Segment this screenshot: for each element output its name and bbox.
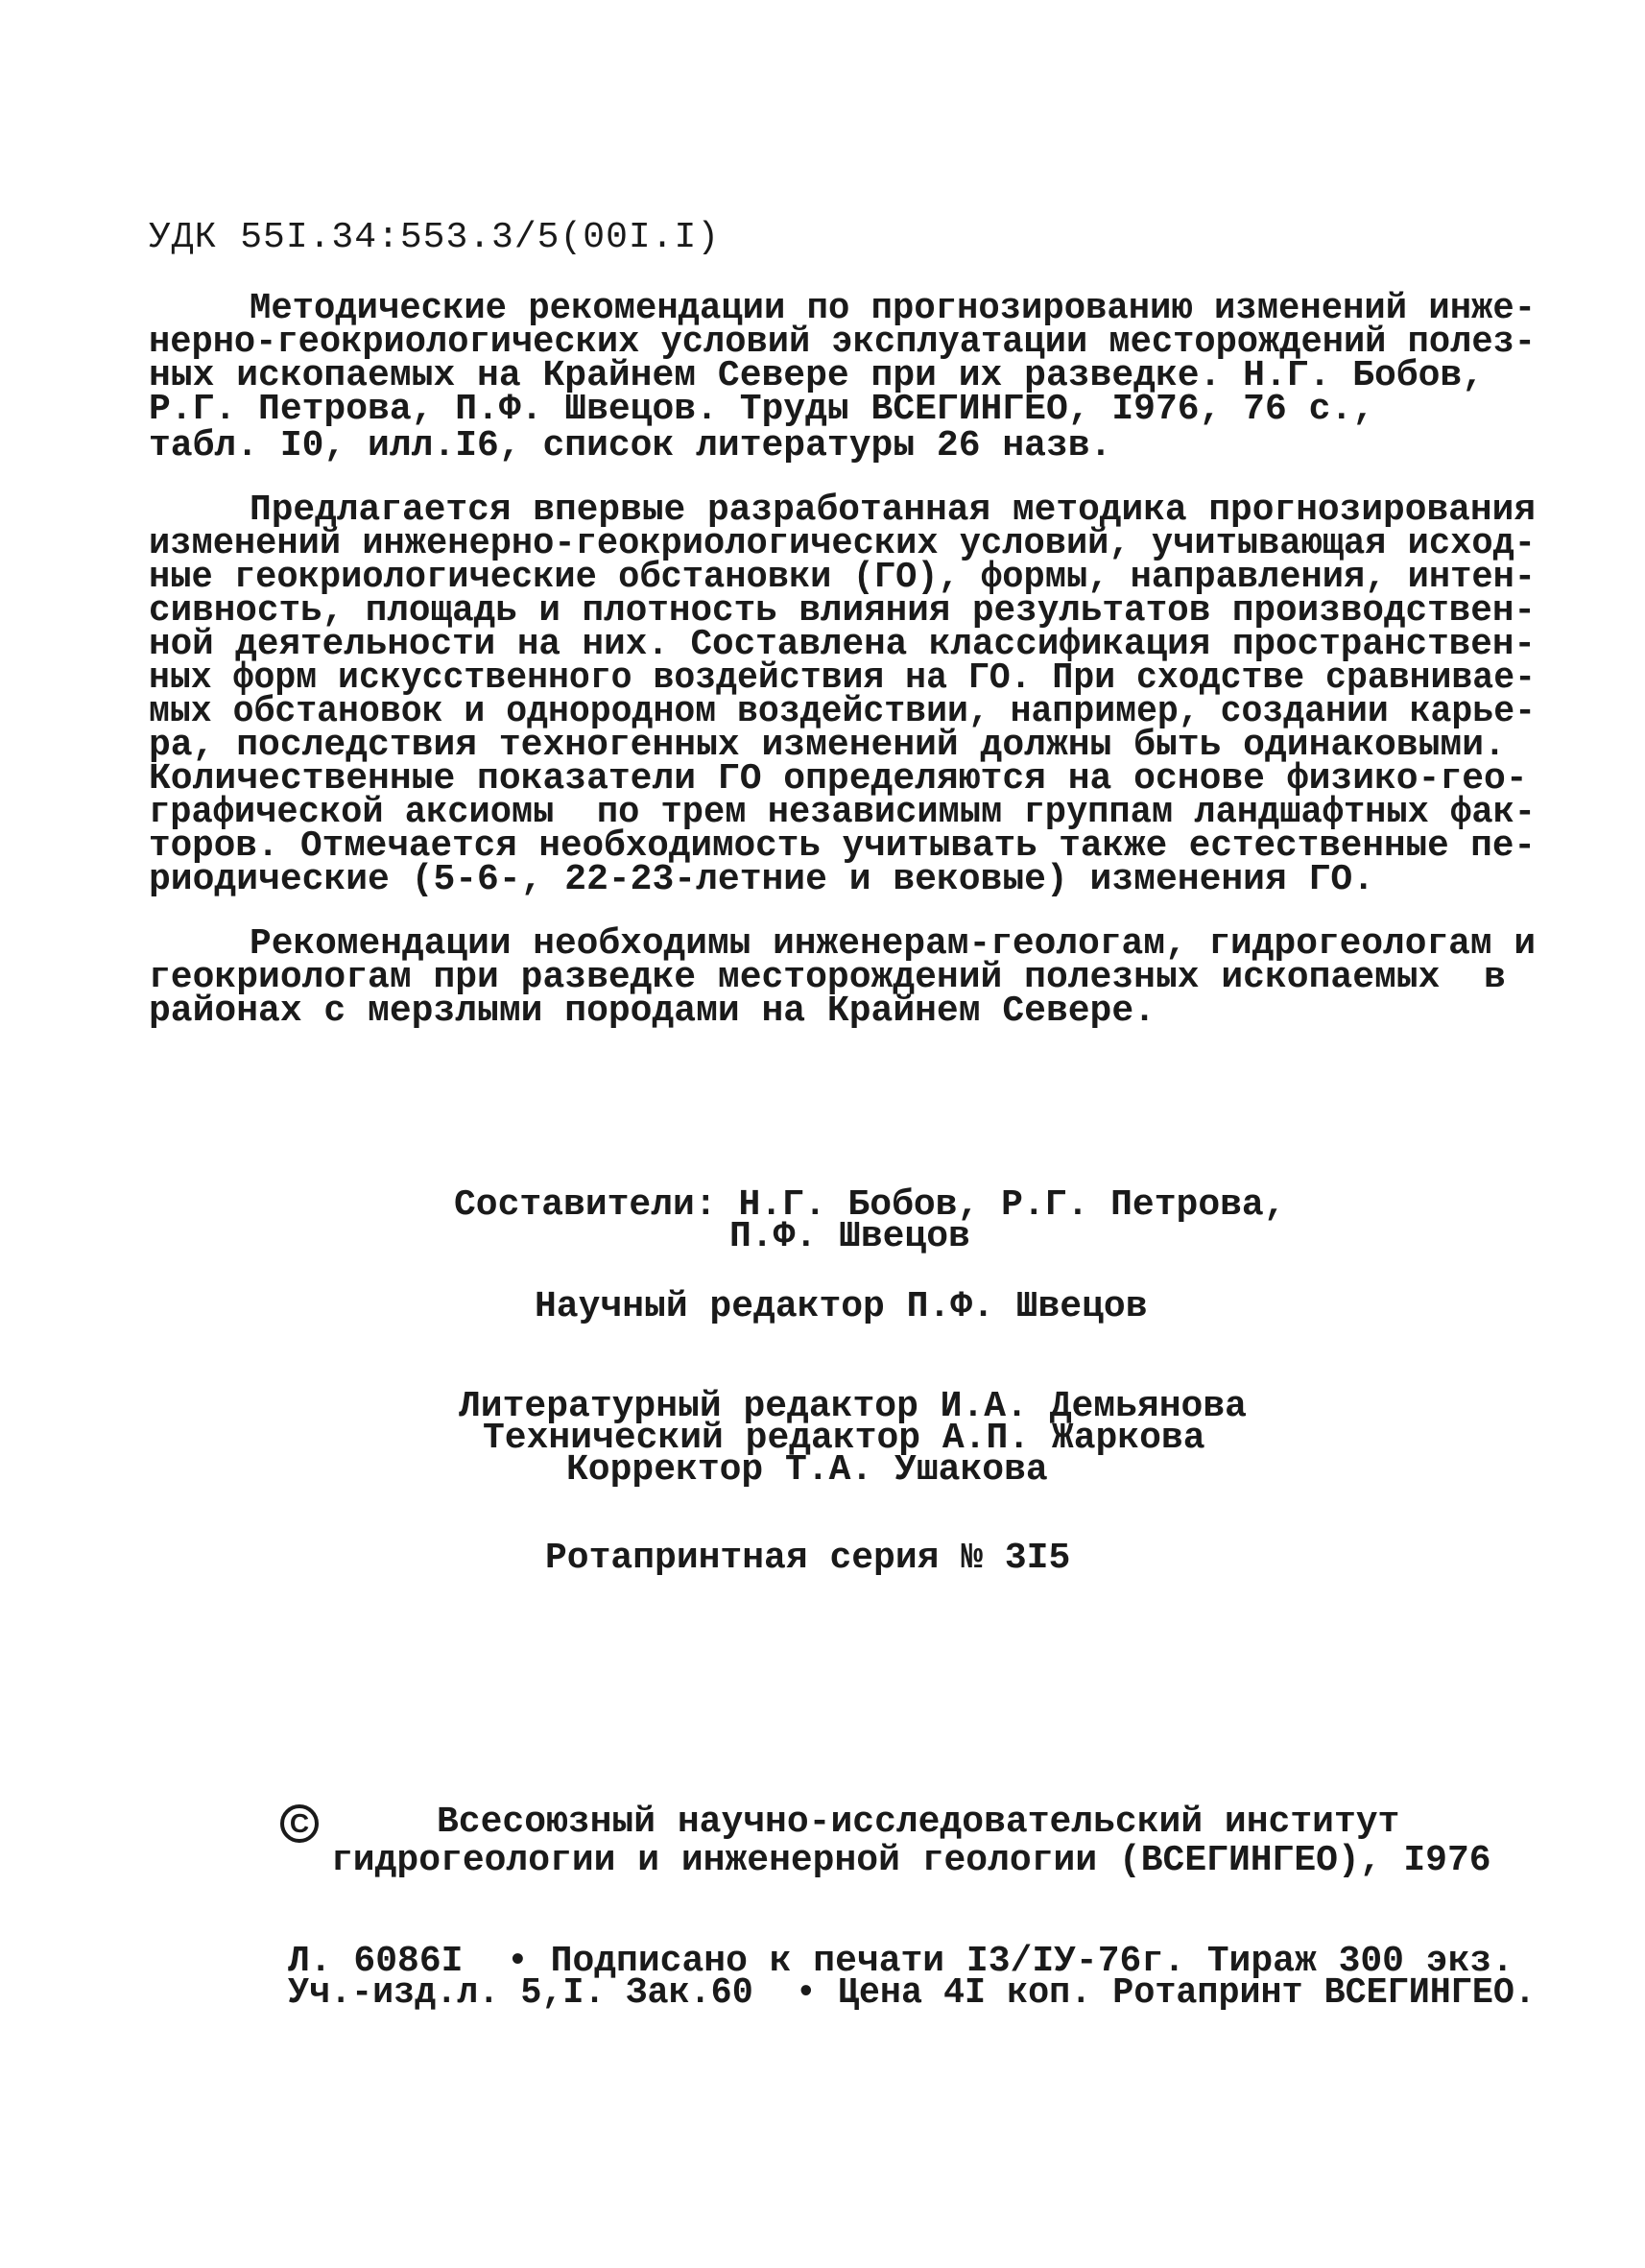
abstract-p2-line: ные геокриологические обстановки (ГО), формы, направления, интен- (149, 557, 1537, 598)
abstract-p3-line: Рекомендации необходимы инженерам-геологам, гидрогеологам и (250, 923, 1537, 965)
institute-line-2: гидрогеологии и инженерной геологии (ВСЕГИНГЕО), I976 (331, 1840, 1491, 1881)
abstract-p1-line: табл. I0, илл.I6, список литературы 26 назв. (149, 425, 1112, 466)
compilers-line-2: П.Ф. Швецов (729, 1216, 970, 1257)
literary-editor: Литературный редактор И.А. Демьянова (459, 1386, 1247, 1427)
compilers-line-1: Составители: Н.Г. Бобов, Р.Г. Петрова, (454, 1184, 1286, 1226)
abstract-p1-line: Р.Г. Петрова, П.Ф. Швецов. Труды ВСЕГИНГЕО, I976, 76 с., (149, 389, 1375, 430)
institute-line-1: Всесоюзный научно-исследовательский институт (437, 1802, 1400, 1843)
abstract-p2-line: графической аксиомы по трем независимым группам ландшафтных фак- (149, 792, 1537, 833)
abstract-p2-line: Предлагается впервые разработанная методика прогнозирования (250, 489, 1537, 531)
udk-code: УДК 55I.34:553.3/5(00I.I) (149, 217, 721, 258)
abstract-p2-line: мых обстановок и однородном воздействии, например, создании карье- (149, 691, 1536, 732)
abstract-p2-line: торов. Отмечается необходимость учитывать также естественные пе- (149, 825, 1536, 867)
abstract-p3-line: районах с мерзлыми породами на Крайнем Севере. (149, 991, 1156, 1032)
abstract-p1-line: нерно-геокриологических условий эксплуатации месторождений полез- (149, 322, 1537, 363)
abstract-p2-line: изменений инженерно-геокриологических условий, учитывающая исход- (149, 523, 1537, 564)
series-number: Ротапринтная серия № 3I5 (545, 1538, 1071, 1579)
abstract-p2-line: сивность, площадь и плотность влияния результатов производствен- (149, 590, 1536, 632)
imprint-line-1: Л. 6086I • Подписано к печати I3/IУ-76г. Тираж 300 экз. (288, 1941, 1514, 1982)
abstract-p2-line: ра, последствия техногенных изменений должны быть одинаковыми. (149, 725, 1506, 766)
corrector: Корректор Т.А. Ушакова (566, 1449, 1048, 1491)
abstract-p3-line: геокриологам при разведке месторождений полезных ископаемых в (149, 957, 1506, 998)
abstract-p2-line: ных форм искусственного воздействия на ГО. При сходстве сравнивае- (149, 657, 1536, 699)
copyright-letter: C (289, 1808, 310, 1838)
abstract-p2-line: риодические (5-6-, 22-23-летние и вековые) изменения ГО. (149, 859, 1375, 900)
abstract-p2-line: Количественные показатели ГО определяются на основе физико-гео- (149, 758, 1528, 800)
science-editor: Научный редактор П.Ф. Швецов (535, 1286, 1148, 1327)
technical-editor: Технический редактор А.П. Жаркова (483, 1418, 1205, 1459)
imprint-line-2: Уч.-изд.л. 5,I. Зак.60 • Цена 4I коп. Ротапринт ВСЕГИНГЕО. (288, 1972, 1536, 2014)
abstract-p2-line: ной деятельности на них. Составлена классификация пространствен- (149, 624, 1536, 665)
copyright-icon (280, 1804, 319, 1843)
abstract-p1-line: ных ископаемых на Крайнем Севере при их разведке. Н.Г. Бобов, (149, 355, 1485, 396)
abstract-p1-line: Методические рекомендации по прогнозированию изменений инже- (250, 288, 1537, 329)
